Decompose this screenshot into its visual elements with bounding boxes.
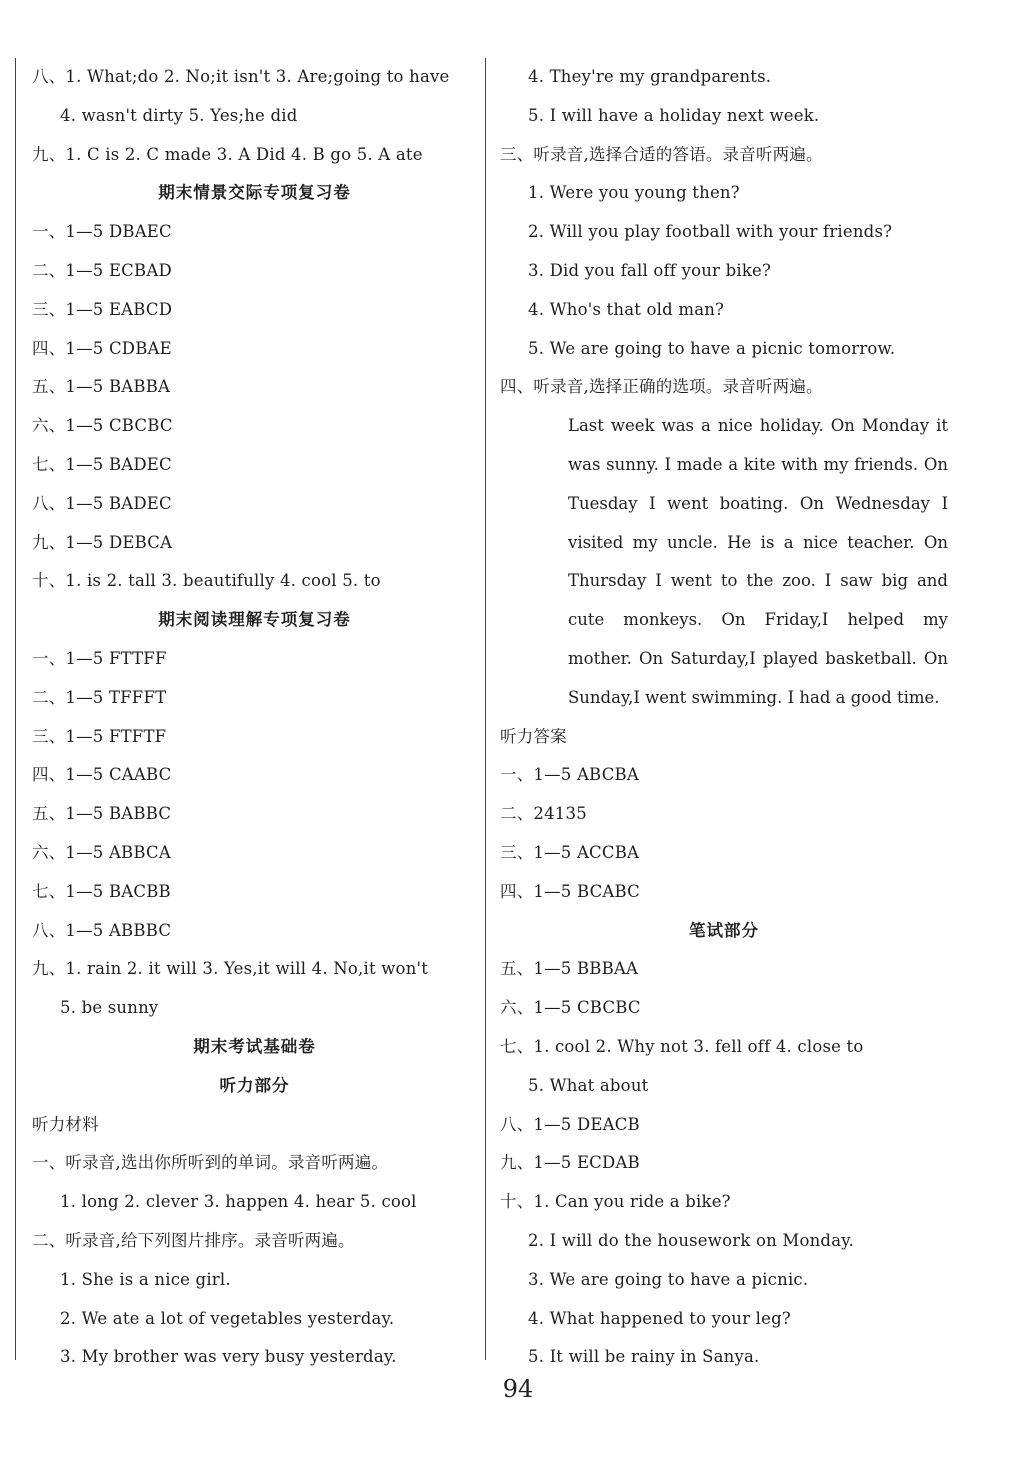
- answer-line: 听力材料: [32, 1114, 99, 1134]
- answer-line: 3. Did you fall off your bike?: [528, 260, 772, 280]
- answer-line: 六、1—5 ABBCA: [32, 842, 171, 862]
- answer-line: 5. be sunny: [60, 998, 159, 1018]
- answer-line: 4. Who's that old man?: [528, 299, 725, 319]
- answer-line: 一、1—5 ABCBA: [500, 765, 639, 785]
- answer-line: 九、1—5 ECDAB: [500, 1153, 640, 1173]
- answer-line: 八、1—5 DEACB: [500, 1114, 640, 1134]
- answer-line: 三、听录音,选择合适的答语。录音听两遍。: [500, 144, 823, 164]
- answer-line: 七、1—5 BACBB: [32, 881, 171, 901]
- answer-line: 六、1—5 CBCBC: [32, 416, 173, 436]
- page-number: 94: [502, 1375, 534, 1403]
- answer-line: 5. I will have a holiday next week.: [528, 105, 820, 125]
- answer-line: 二、1—5 ECBAD: [32, 260, 172, 280]
- section-heading: 听力部分: [219, 1075, 290, 1095]
- right-column: [500, 58, 948, 1377]
- answer-line: 一、1—5 DBAEC: [32, 222, 172, 242]
- answer-line: 四、1—5 BCABC: [500, 881, 640, 901]
- answer-line: 五、1—5 BABBA: [32, 377, 171, 397]
- answer-line: 六、1—5 CBCBC: [500, 998, 641, 1018]
- answer-line: 七、1. cool 2. Why not 3. fell off 4. close to: [500, 1036, 864, 1056]
- section-heading: 期末情景交际专项复习卷: [158, 183, 351, 203]
- answer-line: 九、1. rain 2. it will 3. Yes,it will 4. No,it won't: [32, 959, 429, 979]
- answer-line: 五、1—5 BBBAA: [500, 959, 639, 979]
- answer-line: 九、1. C is 2. C made 3. A Did 4. B go 5. A ate: [32, 144, 423, 164]
- answer-line: 四、1—5 CDBAE: [32, 338, 172, 358]
- left-rule: [15, 58, 16, 1360]
- answer-line: 1. She is a nice girl.: [60, 1269, 231, 1289]
- answer-line: 九、1—5 DEBCA: [32, 532, 173, 552]
- listening-passage: Last week was a nice holiday. On Monday it was sunny. I made a kite with my friends. On Tuesday I went boating. On Wednesday I visited my uncle. He is a nice teacher. On Thursday I went to the zoo. I saw big and cute monkeys. On Friday,I helped my mother. On Saturday,I played basketball. On Sunday,I went swimming. I had a good time.: [568, 416, 948, 707]
- section-heading: 笔试部分: [689, 920, 759, 940]
- answer-line: 听力答案: [500, 726, 567, 746]
- answer-line: 1. Were you young then?: [528, 183, 740, 203]
- answer-line: 三、1—5 FTFTF: [32, 726, 167, 746]
- answer-line: 4. They're my grandparents.: [528, 67, 772, 86]
- answer-line: 二、1—5 TFFFT: [32, 687, 167, 707]
- answer-line: 4. wasn't dirty 5. Yes;he did: [60, 105, 298, 125]
- column-divider: [485, 58, 486, 1360]
- answer-line: 2. Will you play football with your friends?: [528, 222, 893, 242]
- answer-line: 一、听录音,选出你所听到的单词。录音听两遍。: [32, 1153, 389, 1173]
- answer-line: 5. It will be rainy in Sanya.: [528, 1347, 760, 1367]
- answer-line: 四、1—5 CAABC: [32, 765, 172, 785]
- answer-line: 二、24135: [500, 804, 587, 824]
- answer-line: 2. We ate a lot of vegetables yesterday.: [60, 1308, 395, 1328]
- answer-line: 七、1—5 BADEC: [32, 454, 172, 474]
- answer-line: 五、1—5 BABBC: [32, 804, 172, 824]
- answer-line: 二、听录音,给下列图片排序。录音听两遍。: [32, 1230, 355, 1250]
- left-column: [32, 58, 477, 1377]
- answer-line: 2. I will do the housework on Monday.: [528, 1230, 854, 1250]
- answer-line: 一、1—5 FTTFF: [32, 648, 167, 668]
- section-heading: 期末考试基础卷: [193, 1036, 316, 1056]
- answer-line: 八、1. What;do 2. No;it isn't 3. Are;going to have: [32, 67, 450, 86]
- answer-line: 八、1—5 BADEC: [32, 493, 172, 513]
- answer-line: 1. long 2. clever 3. happen 4. hear 5. cool: [60, 1192, 417, 1212]
- answer-line: 十、1. Can you ride a bike?: [500, 1192, 731, 1212]
- answer-line: 四、听录音,选择正确的选项。录音听两遍。: [500, 377, 823, 397]
- answer-line: 4. What happened to your leg?: [528, 1308, 791, 1328]
- answer-line: 三、1—5 EABCD: [32, 299, 173, 319]
- answer-line: 5. We are going to have a picnic tomorrow.: [528, 338, 896, 358]
- answer-line: 三、1—5 ACCBA: [500, 842, 640, 862]
- section-heading: 期末阅读理解专项复习卷: [158, 610, 351, 630]
- answer-line: 3. My brother was very busy yesterday.: [60, 1347, 397, 1367]
- answer-line: 八、1—5 ABBBC: [32, 920, 172, 940]
- answer-line: 5. What about: [528, 1075, 649, 1095]
- answer-line: 十、1. is 2. tall 3. beautifully 4. cool 5. to: [32, 571, 381, 591]
- answer-line: 3. We are going to have a picnic.: [528, 1269, 809, 1289]
